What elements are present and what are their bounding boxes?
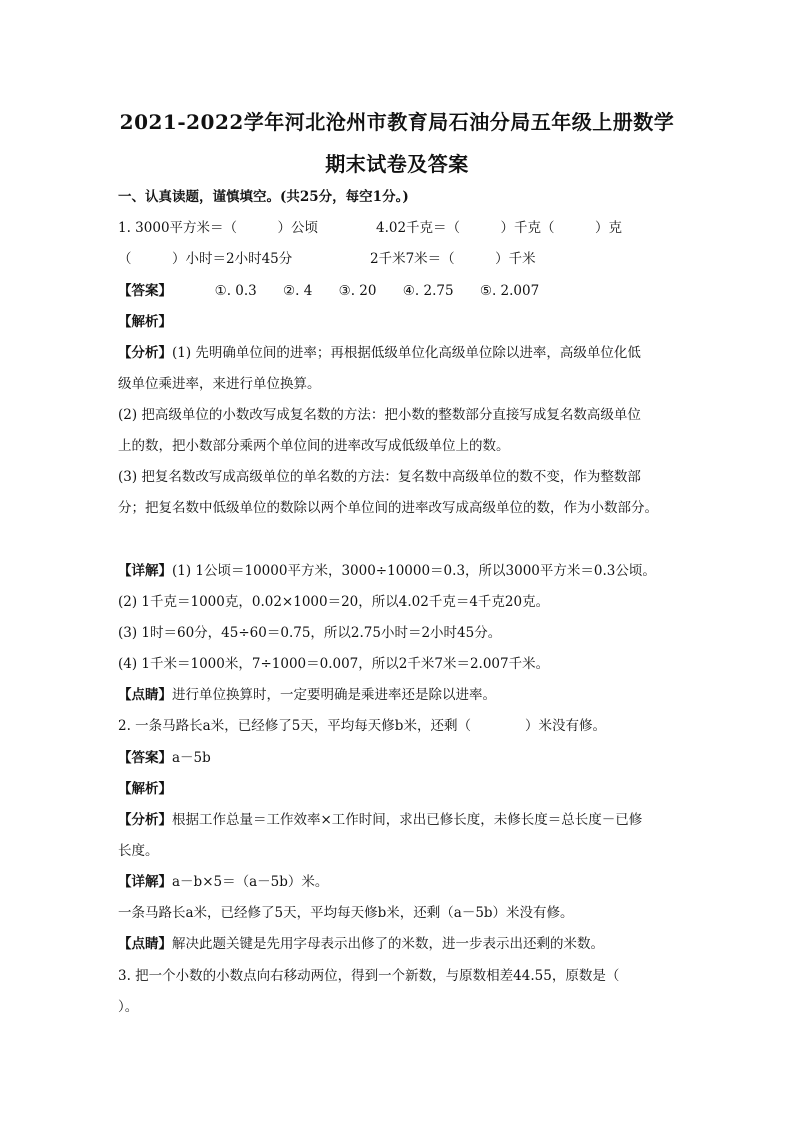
q1-answer-line xyxy=(118,282,561,300)
q1-answer-1: ①. 0.3 xyxy=(214,283,257,299)
q1-blank-length: 2千米7米＝（ ）千米 xyxy=(370,251,536,267)
q2-analysis-tag: 【解析】 xyxy=(118,781,172,797)
q3-question-line-1: 3. 把一个小数的小数点向右移动两位，得到一个新数，与原数相差44.55，原数是（ xyxy=(118,968,620,984)
document-title-line-1: 2021-2022学年河北沧州市教育局石油分局五年级上册数学 xyxy=(119,110,675,134)
q2-fenxi-text-b: 长度。 xyxy=(118,843,159,859)
q1-fenxi-text-2b: 上的数，把小数部分乘两个单位间的进率改写成低级单位上的数。 xyxy=(118,438,510,454)
q2-answer-line xyxy=(118,749,211,767)
q2-detail-text: a－b×5＝（a－5b）米。 xyxy=(172,874,329,890)
q1-detail-text-1: (1) 1公顷＝10000平方米，3000÷10000＝0.3，所以3000平方米＝0.3公顷。 xyxy=(172,563,656,579)
q1-fenxi-text-1b: 级单位乘进率，来进行单位换算。 xyxy=(118,376,321,392)
document-title-line-2: 期末试卷及答案 xyxy=(325,152,469,176)
q1-detail-text-4: (4) 1千米＝1000米，7÷1000＝0.007，所以2千米7米＝2.007千米。 xyxy=(118,656,550,672)
q1-answer-5: ⑤. 2.007 xyxy=(479,283,540,299)
answer-tag: 【答案】 xyxy=(118,750,172,766)
q1-fenxi-text-3b: 分；把复名数中低级单位的数除以两个单位间的进率改写成高级单位的数，作为小数部分。 xyxy=(118,500,658,516)
q2-question: 2. 一条马路长a米，已经修了5天，平均每天修b米，还剩（ ）米没有修。 xyxy=(118,718,606,734)
q1-fenxi-line-1 xyxy=(118,344,641,362)
q2-fenxi-line xyxy=(118,811,642,829)
q1-detail-line-1 xyxy=(118,562,656,580)
q1-analysis-tag: 【解析】 xyxy=(118,314,172,330)
q1-fenxi-text-1a: (1) 先明确单位间的进率；再根据低级单位化高级单位除以进率，高级单位化低 xyxy=(172,345,641,361)
q1-fenxi-text-2a: (2) 把高级单位的小数改写成复名数的方法：把小数的整数部分直接写成复名数高级单位 xyxy=(118,407,641,423)
section-1-heading: 一、认真读题，谨慎填空。(共25分，每空1分。) xyxy=(118,189,409,205)
q3-question-line-2: ）。 xyxy=(118,999,139,1015)
q2-answer: a－5b xyxy=(172,750,211,766)
q1-dianjing-line xyxy=(118,686,496,704)
q1-blank-area-1: 1. 3000平方米＝（ ）公顷 xyxy=(118,220,319,236)
q1-answer-2: ②. 4 xyxy=(283,283,313,299)
q2-detail-text-2: 一条马路长a米，已经修了5天，平均每天修b米，还剩（a－5b）米没有修。 xyxy=(118,905,574,921)
q1-answer-3: ③. 20 xyxy=(338,283,377,299)
dianjing-tag: 【点睛】 xyxy=(118,687,172,703)
detail-tag: 【详解】 xyxy=(118,874,172,890)
detail-tag: 【详解】 xyxy=(118,563,172,579)
q1-dianjing-text: 进行单位换算时，一定要明确是乘进率还是除以进率。 xyxy=(172,687,496,703)
q2-dianjing-line xyxy=(118,935,604,953)
q1-blank-weight: 4.02千克＝（ ）千克（ ）克 xyxy=(376,220,623,236)
q2-fenxi-text-a: 根据工作总量＝工作效率×工作时间，求出已修长度，未修长度＝总长度－已修 xyxy=(172,812,643,828)
fenxi-tag: 【分析】 xyxy=(118,345,172,361)
q1-answer-4: ④. 2.75 xyxy=(402,283,454,299)
dianjing-tag: 【点睛】 xyxy=(118,936,172,952)
q2-dianjing-text: 解决此题关键是先用字母表示出修了的米数，进一步表示出还剩的米数。 xyxy=(172,936,604,952)
q1-fenxi-text-3a: (3) 把复名数改写成高级单位的单名数的方法：复名数中高级单位的数不变，作为整数部 xyxy=(118,469,641,485)
q1-detail-text-2: (2) 1千克＝1000克，0.02×1000＝20，所以4.02千克＝4千克20克。 xyxy=(118,594,550,610)
q1-detail-text-3: (3) 1时＝60分，45÷60＝0.75，所以2.75小时＝2小时45分。 xyxy=(118,625,502,641)
q2-detail-line xyxy=(118,873,328,891)
answer-tag: 【答案】 xyxy=(118,283,172,299)
q1-blank-time: （ ）小时＝2小时45分 xyxy=(118,251,293,267)
fenxi-tag: 【分析】 xyxy=(118,812,172,828)
